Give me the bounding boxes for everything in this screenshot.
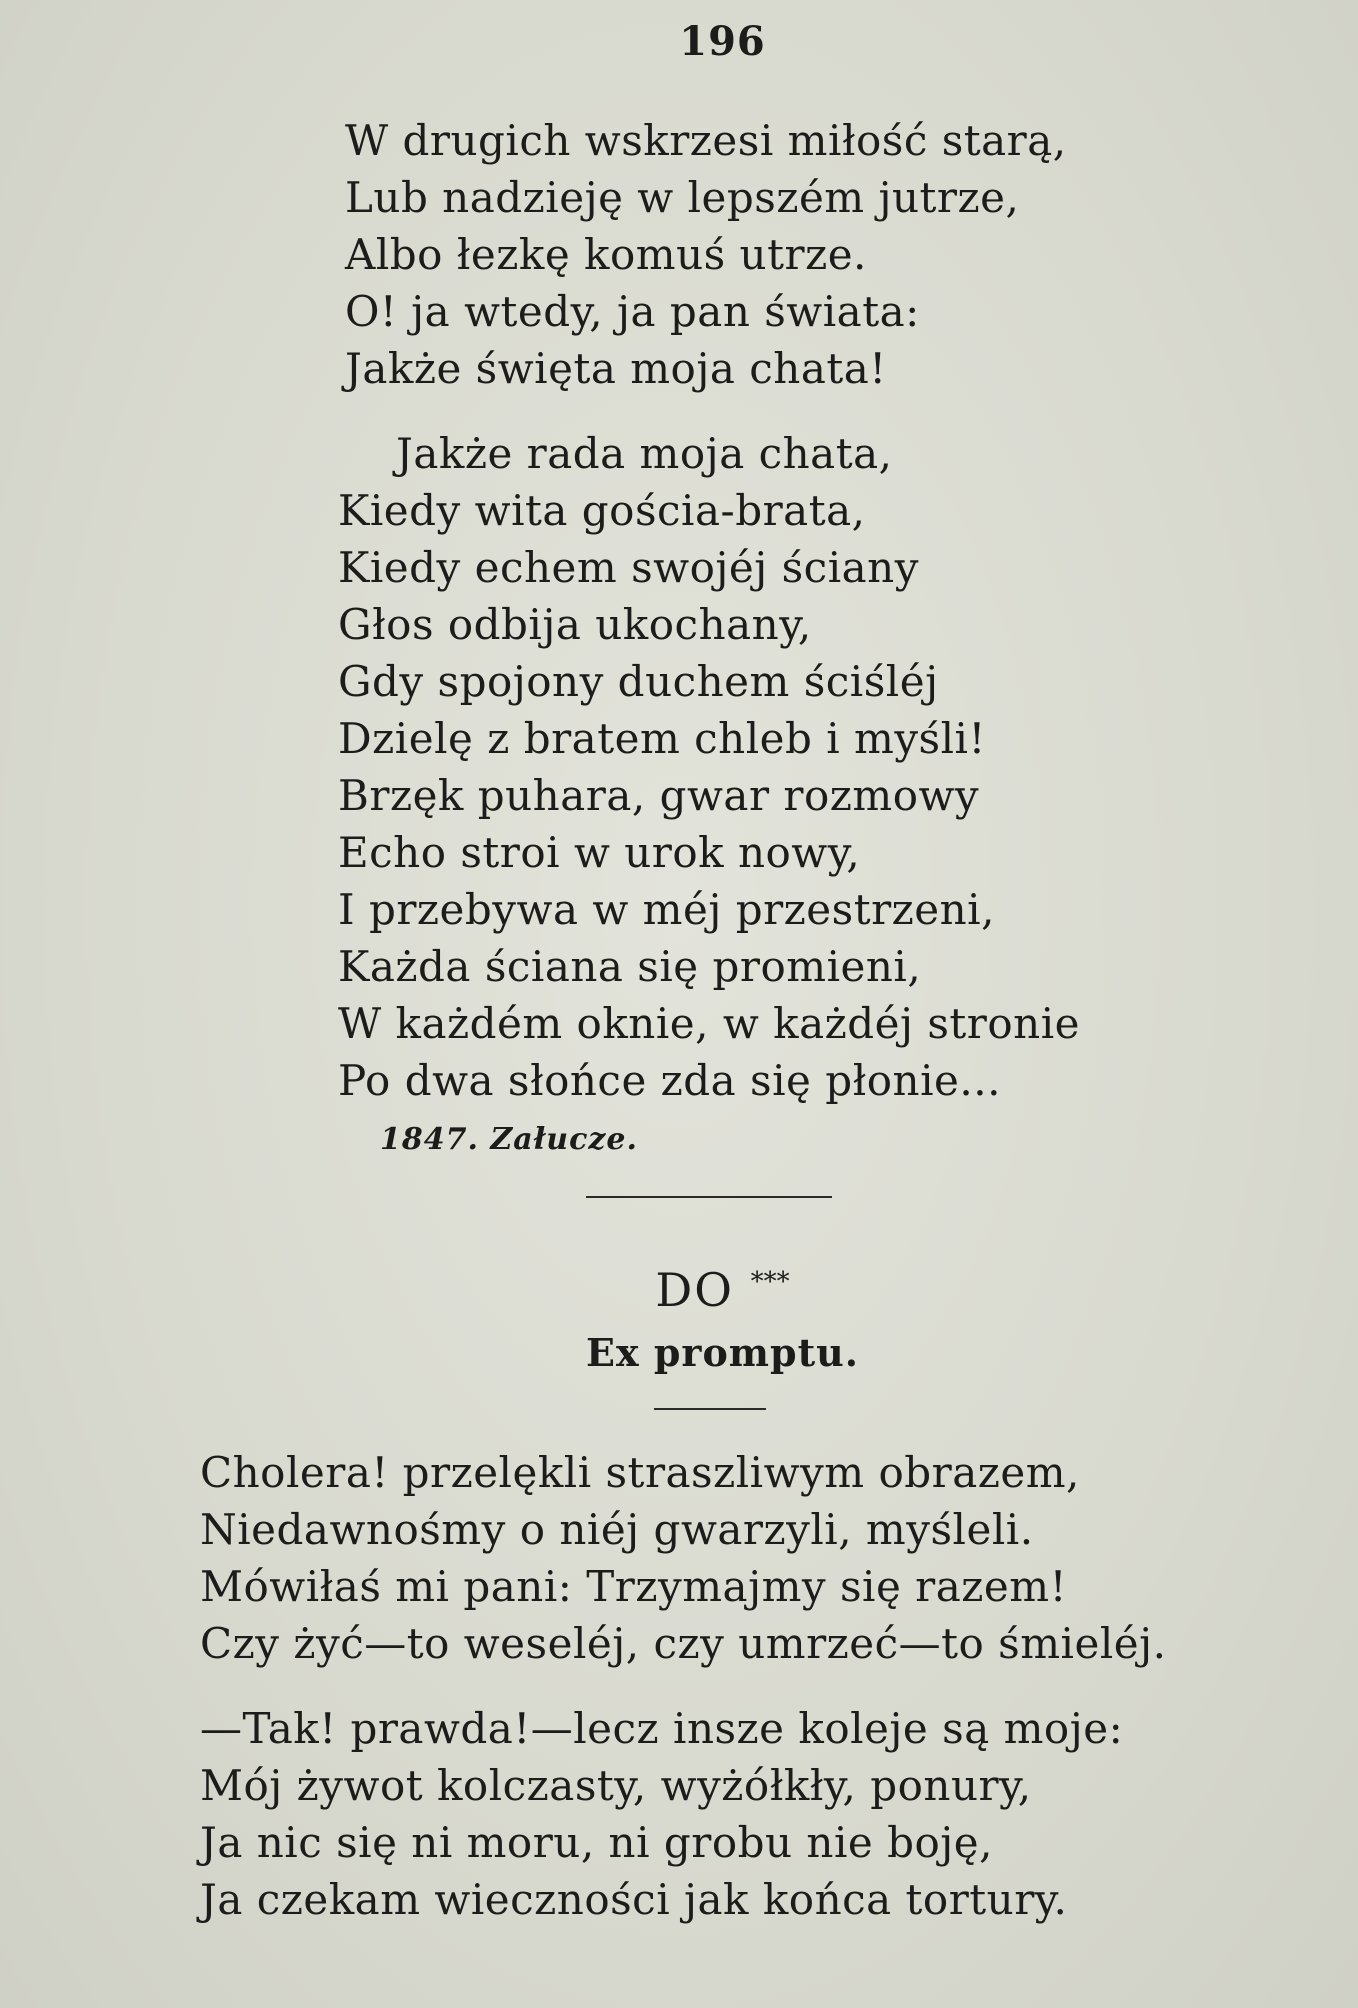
stanza-2	[338, 425, 1080, 1109]
verse-line: Cholera! przelękli straszliwym obrazem,	[200, 1448, 1080, 1497]
verse-line: Jakże rada moja chata,	[396, 429, 893, 478]
verse-line: I przebywa w méj przestrzeni,	[338, 885, 995, 934]
verse-line: Niedawnośmy o niéj gwarzyli, myśleli.	[200, 1505, 1034, 1554]
verse-line: Każda ściana się promieni,	[338, 942, 922, 991]
verse-line: Mój żywot kolczasty, wyżółkły, ponury,	[200, 1761, 1032, 1810]
verse-line: Ja czekam wieczności jak końca tortury.	[200, 1875, 1068, 1924]
verse-line: Głos odbija ukochany,	[338, 600, 812, 649]
verse-line: Mówiłaś mi pani: Trzymajmy się razem!	[200, 1562, 1067, 1611]
verse-line: Echo stroi w urok nowy,	[338, 828, 861, 877]
verse-line: —Tak! prawda!—lecz insze koleje są moje:	[200, 1704, 1124, 1753]
verse-line: Ja nic się ni moru, ni grobu nie boję,	[200, 1818, 994, 1867]
stanza-3	[200, 1444, 1167, 1672]
verse-line: Czy żyć—to weseléj, czy umrzeć—to śmieléj.	[200, 1619, 1167, 1668]
poem-title-text: DO	[655, 1263, 734, 1317]
verse-line: Brzęk puhara, gwar rozmowy	[338, 771, 980, 820]
verse-line: Po dwa słońce zda się płonie...	[338, 1056, 1001, 1105]
verse-line: W drugich wskrzesi miłość starą,	[345, 116, 1067, 165]
stanza-4	[200, 1700, 1123, 1928]
verse-line: O! ja wtedy, ja pan świata:	[345, 287, 920, 336]
poem-title	[0, 1263, 1358, 1317]
poem-subtitle: Ex promptu.	[586, 1330, 859, 1375]
verse-line: Jakże święta moja chata!	[345, 344, 887, 393]
page-number: 196	[679, 18, 766, 65]
verse-line: Lub nadzieję w lepszém jutrze,	[345, 173, 1020, 222]
verse-line: Albo łezkę komuś utrze.	[345, 230, 867, 279]
verse-line: Kiedy echem swojéj ściany	[338, 543, 919, 592]
verse-line: Dzielę z bratem chleb i myśli!	[338, 714, 986, 763]
section-divider	[586, 1196, 832, 1198]
title-divider	[654, 1408, 766, 1410]
poem-title-stars: ***	[750, 1267, 790, 1297]
poem-dateline: 1847. Załucze.	[380, 1122, 638, 1157]
verse-line: Kiedy wita gościa-brata,	[338, 486, 866, 535]
verse-line: W każdém oknie, w każdéj stronie	[338, 999, 1080, 1048]
stanza-1	[345, 112, 1067, 397]
verse-line: Gdy spojony duchem ściśléj	[338, 657, 939, 706]
